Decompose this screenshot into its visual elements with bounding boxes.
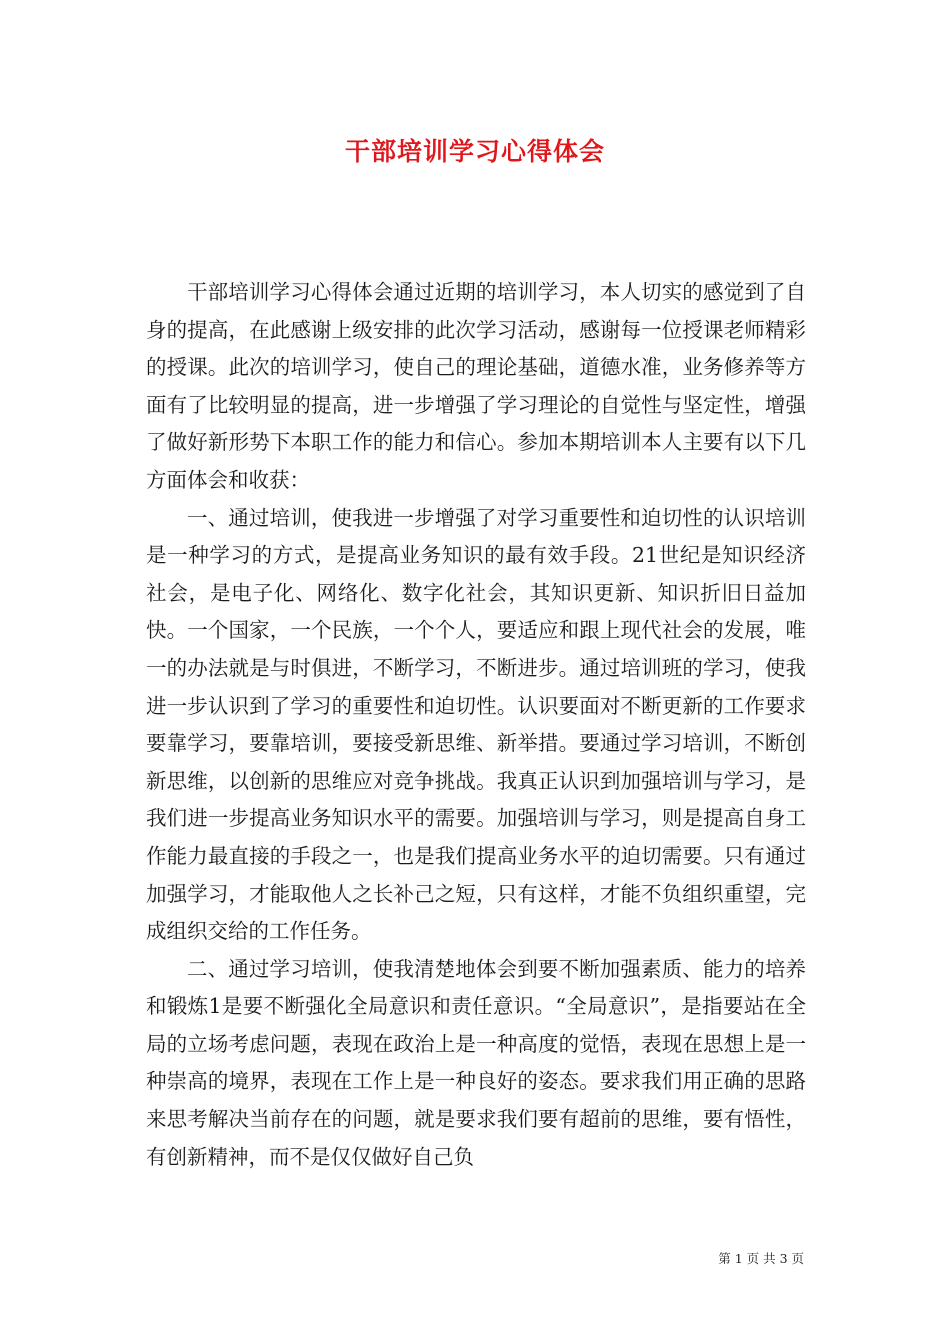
page-number-footer: 第 1 页 共 3 页 bbox=[718, 1251, 804, 1266]
paragraph-section-one: 一、通过培训，使我进一步增强了对学习重要性和迫切性的认识培训是一种学习的方式，是提高业务知识的最有效手段。21世纪是知识经济社会，是电子化、网络化、数字化社会，其知识更新、知识折旧日益加快。一个国家，一个民族，一个个人，要适应和跟上现代社会的发展，唯一的办法就是与时俱进，不断学习，不断进步。通过培训班的学习，使我进一步认识到了学习的重要性和迫切性。认识要面对不断更新的工作要求要靠学习，要靠培训，要接受新思维、新举措。要通过学习培训，不断创新思维，以创新的思维应对竞争挑战。我真正认识到加强培训与学习，是我们进一步提高业务知识水平的需要。加强培训与学习，则是提高自身工作能力最直接的手段之一，也是我们提高业务水平的迫切需要。只有通过加强学习，才能取他人之长补己之短，只有这样，才能不负组织重望，完成组织交给的工作任务。 bbox=[146, 505, 806, 944]
document-body bbox=[146, 274, 806, 1176]
document-title: 干部培训学习心得体会 bbox=[344, 137, 605, 166]
paragraph-section-two: 二、通过学习培训，使我清楚地体会到要不断加强素质、能力的培养和锻炼1是要不断强化全局意识和责任意识。“全局意识”，是指要站在全局的立场考虑问题，表现在政治上是一种高度的觉悟，表现在思想上是一种崇高的境界，表现在工作上是一种良好的姿态。要求我们用正确的思路来思考解决当前存在的问题，就是要求我们要有超前的思维，要有悟性，有创新精神，而不是仅仅做好自己负 bbox=[146, 956, 806, 1169]
paragraph-intro: 干部培训学习心得体会通过近期的培训学习，本人切实的感觉到了自身的提高，在此感谢上级安排的此次学习活动，感谢每一位授课老师精彩的授课。此次的培训学习，使自己的理论基础，道德水准，业务修养等方面有了比较明显的提高，进一步增强了学习理论的自觉性与坚定性，增强了做好新形势下本职工作的能力和信心。参加本期培训本人主要有以下几方面体会和收获： bbox=[146, 280, 806, 492]
